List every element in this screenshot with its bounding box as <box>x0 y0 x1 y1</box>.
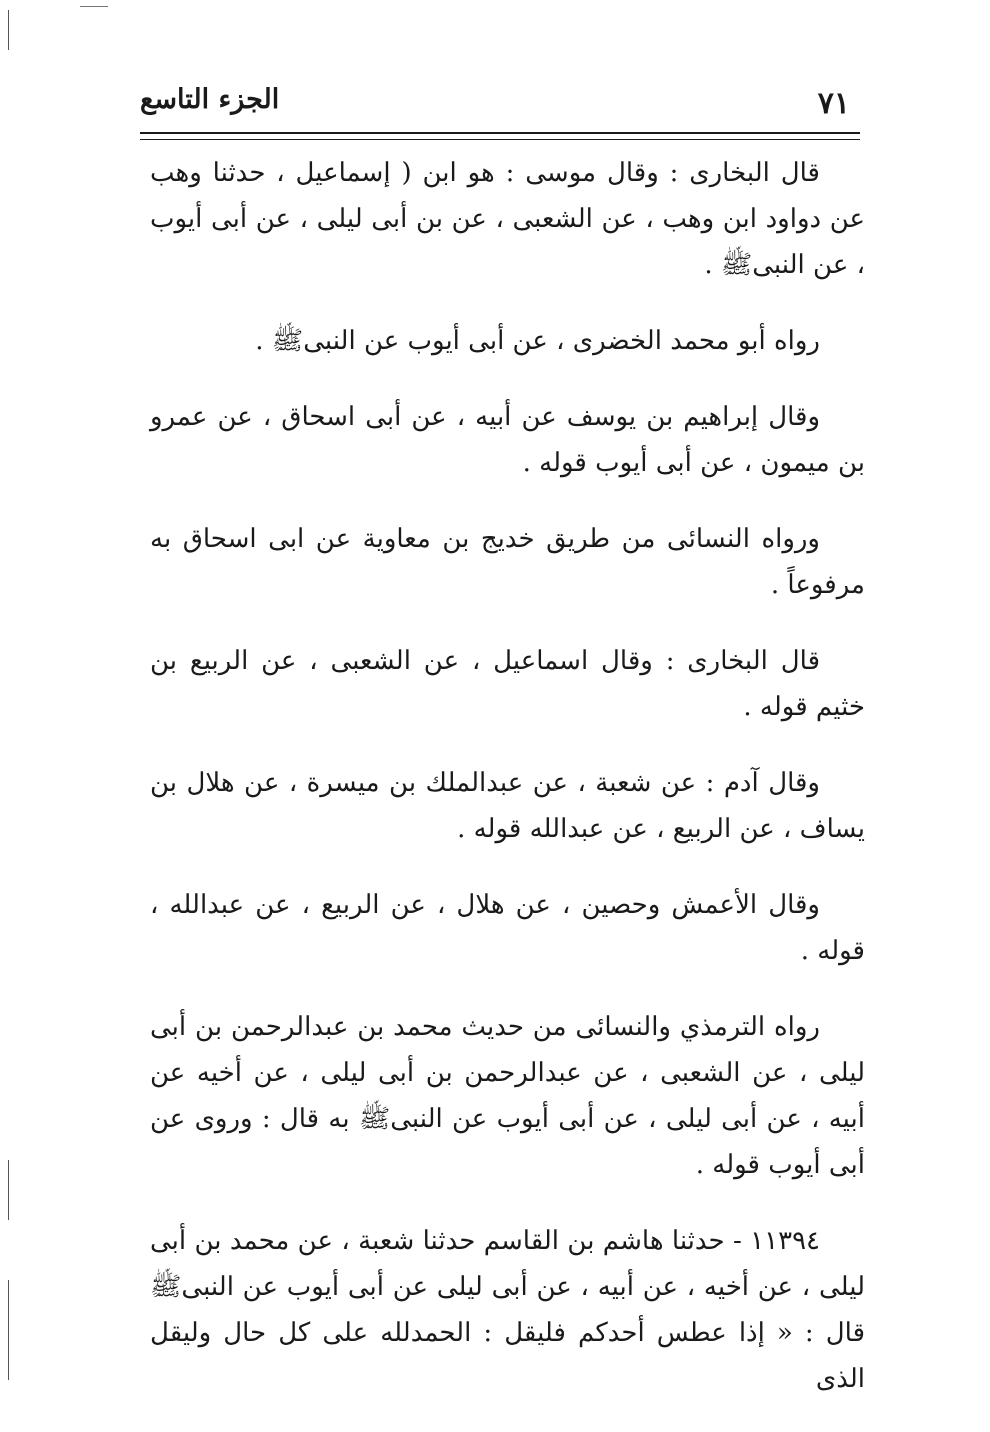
paragraph: قال البخارى : وقال اسماعيل ، عن الشعبى ، عن الربيع بن خثيم قوله . <box>150 646 865 722</box>
paragraph: ورواه النسائى من طريق خديج بن معاوية عن ابى اسحاق به مرفوعاً . <box>150 524 865 600</box>
hadith-number: ١١٣٩٤ <box>750 1226 820 1256</box>
margin-line <box>8 1160 9 1220</box>
page-header <box>140 78 860 130</box>
paragraph: وقال الأعمش وحصين ، عن هلال ، عن الربيع ، عن عبدالله ، قوله . <box>150 890 865 966</box>
hadith-text: - حدثنا هاشم بن القاسم حدثنا شعبة ، عن محمد بن أبى ليلى ، عن أخيه ، عن أبيه ، عن أبى ليلى عن أبى أيوب عن النبىﷺ قال : « إذا عطس أحدكم فليقل : الحمدلله على كل حال وليقل الذى <box>150 1226 865 1394</box>
margin-line <box>8 10 9 50</box>
paragraph: رواه الترمذي والنسائى من حديث محمد بن عبدالرحمن بن أبى ليلى ، عن الشعبى ، عن عبدالرحمن بن أبى ليلى ، عن أخيه عن أبيه ، عن أبى ليلى ، عن أبى أيوب عن النبىﷺ به قال : وروى عن أبى أيوب قوله . <box>150 1012 865 1180</box>
page-number: ٧١ <box>817 86 850 121</box>
scan-mark <box>80 6 108 7</box>
margin-line <box>8 1280 9 1380</box>
paragraph: وقال إبراهيم بن يوسف عن أبيه ، عن أبى اسحاق ، عن عمرو بن ميمون ، عن أبى أيوب قوله . <box>150 402 865 478</box>
hadith-paragraph <box>150 1218 865 1402</box>
paragraph: رواه أبو محمد الخضرى ، عن أبى أيوب عن النبىﷺ . <box>255 326 820 356</box>
paragraph: قال البخارى : وقال موسى : هو ابن ( إسماعيل ، حدثنا وهب عن دواود ابن وهب ، عن الشعبى ، عن بن أبى ليلى ، عن أبى أيوب ، عن النبىﷺ . <box>150 158 865 280</box>
running-title: الجزء التاسع <box>140 84 280 115</box>
body-text <box>150 150 865 1432</box>
paragraph: وقال آدم : عن شعبة ، عن عبدالملك بن ميسرة ، عن هلال بن يساف ، عن الربيع ، عن عبدالله قوله . <box>150 768 865 844</box>
header-rule <box>140 132 860 140</box>
